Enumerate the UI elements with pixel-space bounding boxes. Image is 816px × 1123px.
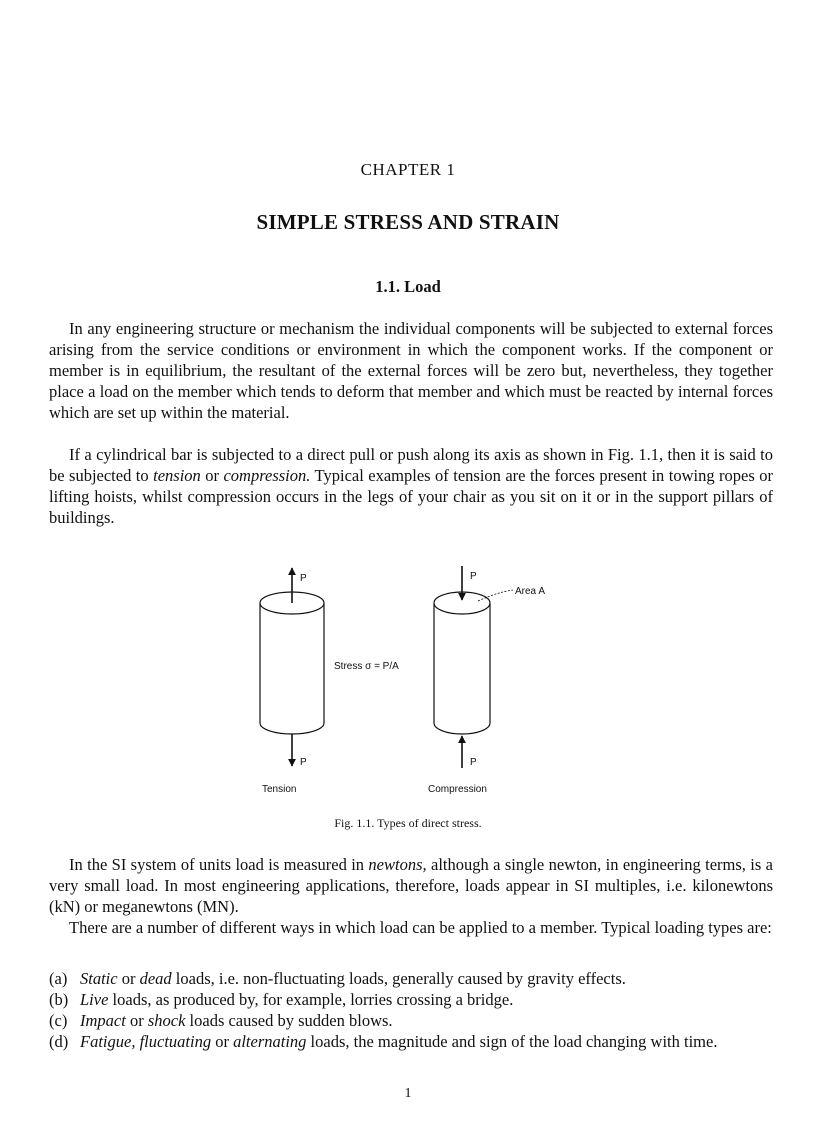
list-marker: (a) — [49, 969, 68, 988]
list-text: or — [117, 969, 140, 988]
list-marker: (d) — [49, 1032, 69, 1051]
chapter-title: SIMPLE STRESS AND STRAIN — [256, 210, 560, 234]
loading-types-list — [49, 968, 773, 1052]
list-text: loads, as produced by, for example, lorries crossing a bridge. — [108, 990, 514, 1009]
list-marker: (c) — [49, 1011, 68, 1030]
list-marker: (b) — [49, 990, 69, 1009]
list-item-text — [80, 968, 773, 989]
paragraph-text: In the SI system of units load is measured in — [69, 855, 369, 874]
list-term: shock — [147, 1011, 186, 1030]
tension-cylinder — [260, 592, 324, 734]
paragraph-si-units — [49, 854, 773, 917]
load-label-bottom-right: P — [470, 757, 477, 768]
list-item — [49, 989, 773, 1010]
list-item — [49, 1010, 773, 1031]
paragraph-tension-compression — [49, 444, 773, 528]
list-term: dead — [139, 969, 172, 988]
figure-caption: Fig. 1.1. Types of direct stress. — [334, 816, 482, 830]
figure-direct-stress — [240, 560, 580, 800]
section-heading: 1.1. Load — [375, 277, 441, 296]
chapter-label: CHAPTER 1 — [360, 160, 456, 179]
load-label-top-right: P — [470, 571, 477, 582]
list-item-text — [80, 1010, 773, 1031]
compression-label: Compression — [428, 784, 487, 795]
list-text: or — [211, 1032, 234, 1051]
list-item — [49, 1031, 773, 1052]
figure-diagram — [240, 560, 580, 800]
paragraph-text: Typical examples of tension are the forces present in towing ropes or lifting hoists, whilst compression occurs in the legs of your chair as you sit on it or in the support pillars of buildings. — [49, 466, 773, 527]
paragraph-text: If a cylindrical bar is subjected to a direct pull or push along its axis as shown in Fig. 1.1, then it is said to be subjected to — [49, 445, 773, 485]
list-term: Live — [80, 990, 109, 1009]
stress-formula: Stress σ = P/A — [334, 661, 399, 672]
list-item — [49, 968, 773, 989]
list-text: loads, the magnitude and sign of the load changing with time. — [306, 1032, 718, 1051]
term-newtons: newtons, — [368, 855, 427, 874]
list-item-text — [80, 1031, 773, 1052]
load-label-top-left: P — [300, 573, 307, 584]
term-tension: tension — [153, 466, 201, 485]
list-term: Fatigue, fluctuating — [80, 1032, 212, 1051]
paragraph-loading-types: There are a number of different ways in which load can be applied to a member. Typical loading types are: — [69, 918, 772, 937]
paragraph-text: or — [200, 466, 224, 485]
term-compression: compression. — [223, 466, 311, 485]
tension-label: Tension — [262, 784, 297, 795]
list-text: or — [125, 1011, 148, 1030]
area-label: Area A — [515, 586, 546, 597]
paragraph-text: although a single newton, in engineering terms, is a very small load. In most engineering applications, therefore, loads appear in SI multiples, i.e. kilonewtons (kN) or meganewtons (MN). — [49, 855, 773, 916]
list-text: loads, i.e. non-fluctuating loads, generally caused by gravity effects. — [171, 969, 626, 988]
page-number: 1 — [404, 1086, 412, 1101]
load-label-bottom-left: P — [300, 757, 307, 768]
list-text: loads caused by sudden blows. — [185, 1011, 393, 1030]
list-term: Impact — [80, 1011, 126, 1030]
list-term: alternating — [233, 1032, 307, 1051]
paragraph-load-intro: In any engineering structure or mechanism the individual components will be subjected to external forces arising from the service conditions or environment in which the component works. If the component or member is in equilibrium, the resultant of the external forces will be zero but, nevertheless, they together place a load on the member which tends to deform that member and which must be reacted by internal forces which are set up within the material. — [49, 319, 773, 422]
list-term: Static — [80, 969, 118, 988]
compression-cylinder — [434, 592, 490, 734]
list-item-text — [80, 989, 773, 1010]
